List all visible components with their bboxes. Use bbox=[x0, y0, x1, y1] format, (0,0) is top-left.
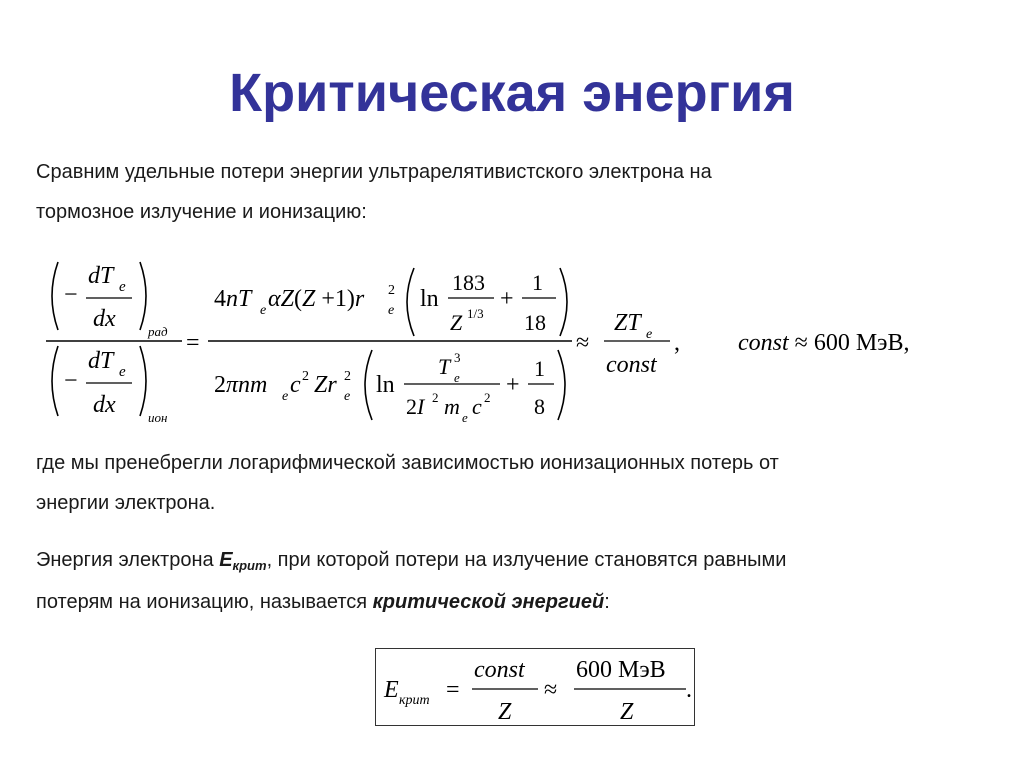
bottom-dT-sub: e bbox=[119, 364, 126, 380]
definition-line-2 bbox=[36, 582, 996, 622]
den-plus: + bbox=[506, 372, 520, 398]
rad-subscript: рад bbox=[148, 324, 168, 339]
crit-approx: ≈ bbox=[544, 677, 558, 703]
num-Te-sub: e bbox=[260, 303, 267, 318]
num-prefix: 4nT bbox=[214, 286, 252, 312]
den-c: c bbox=[290, 372, 301, 398]
note-line-2: энергии электрона. bbox=[36, 492, 216, 514]
num-plus: + bbox=[500, 286, 514, 312]
den-re-sup: 2 bbox=[344, 369, 351, 384]
definition-paragraph bbox=[36, 540, 996, 622]
den-ln: ln bbox=[376, 372, 395, 398]
num-re-sub: e bbox=[388, 303, 395, 318]
const-denominator: const bbox=[606, 352, 657, 378]
crit-Z: Z bbox=[498, 699, 512, 725]
approx-sign: ≈ bbox=[576, 330, 590, 356]
den-re-sub: e bbox=[344, 389, 351, 404]
num-18: 18 bbox=[524, 310, 546, 335]
den-c2-sup: 2 bbox=[484, 390, 491, 405]
den-c2: c bbox=[472, 394, 482, 419]
note-line-1: где мы пренебрегли логарифмической зависимостью ионизационных потерь от bbox=[36, 452, 779, 474]
den-T-sub: e bbox=[454, 370, 460, 385]
num-Z-exp: 1/3 bbox=[467, 306, 484, 321]
den-m: m bbox=[444, 394, 460, 419]
ZTe-numerator: ZT bbox=[614, 310, 641, 336]
num-one: 1 bbox=[532, 270, 543, 295]
crit-const: const bbox=[474, 657, 525, 683]
num-mid: αZ(Z +1)r bbox=[268, 286, 365, 312]
def-line2-part2: : bbox=[604, 591, 610, 613]
ZTe-sub: e bbox=[646, 327, 653, 342]
den-Zr: Zr bbox=[314, 372, 337, 398]
crit-E: E bbox=[384, 677, 399, 703]
bottom-dx: dx bbox=[93, 392, 116, 418]
def-part-2: , при которой потери на излучение становятся равными bbox=[266, 549, 787, 571]
den-eight: 8 bbox=[534, 394, 545, 419]
comma: , bbox=[674, 330, 680, 356]
crit-dot: . bbox=[686, 677, 692, 703]
bottom-minus: − bbox=[64, 368, 78, 394]
def-symbol-sub: крит bbox=[232, 558, 267, 573]
den-2I: 2I bbox=[406, 394, 425, 419]
definition-line-1 bbox=[36, 540, 996, 582]
note-paragraph bbox=[36, 443, 996, 523]
critical-energy-formula bbox=[376, 649, 694, 725]
den-m-sub: e bbox=[462, 410, 468, 425]
def-term: критической энергией bbox=[372, 591, 605, 613]
intro-line-1: Сравним удельные потери энергии ультрарелятивистского электрона на bbox=[36, 161, 712, 183]
den-prefix: 2πnm bbox=[214, 372, 268, 398]
den-T: T bbox=[438, 354, 451, 379]
top-dT-sub: e bbox=[119, 279, 126, 295]
num-Z: Z bbox=[450, 310, 463, 335]
top-dT: dT bbox=[88, 263, 114, 289]
top-minus: − bbox=[64, 282, 78, 308]
den-I-sup: 2 bbox=[432, 390, 439, 405]
const-value: const ≈ 600 МэВ, bbox=[738, 330, 910, 356]
crit-value: 600 МэВ bbox=[576, 657, 666, 683]
den-one: 1 bbox=[534, 356, 545, 381]
den-me-sub: e bbox=[282, 389, 289, 404]
top-dx: dx bbox=[93, 306, 116, 332]
critical-energy-box bbox=[375, 648, 695, 726]
slide-title: Критическая энергия bbox=[229, 63, 795, 123]
bottom-dT: dT bbox=[88, 348, 114, 374]
def-symbol: E bbox=[219, 549, 233, 571]
def-line2-part1: потерям на ионизацию, называется bbox=[36, 591, 373, 613]
intro-line-2: тормозное излучение и ионизацию: bbox=[36, 201, 367, 223]
crit-E-sub: крит bbox=[399, 693, 430, 708]
num-183: 183 bbox=[452, 270, 485, 295]
crit-Z-2: Z bbox=[620, 699, 634, 725]
ion-subscript: ион bbox=[148, 410, 168, 425]
equals-sign: = bbox=[186, 330, 200, 356]
den-T-sup: 3 bbox=[454, 350, 461, 365]
den-c-sup: 2 bbox=[302, 369, 309, 384]
crit-eq: = bbox=[446, 677, 460, 703]
num-re-sup: 2 bbox=[388, 283, 395, 298]
num-ln: ln bbox=[420, 286, 439, 312]
def-part-1: Энергия электрона bbox=[36, 549, 220, 571]
